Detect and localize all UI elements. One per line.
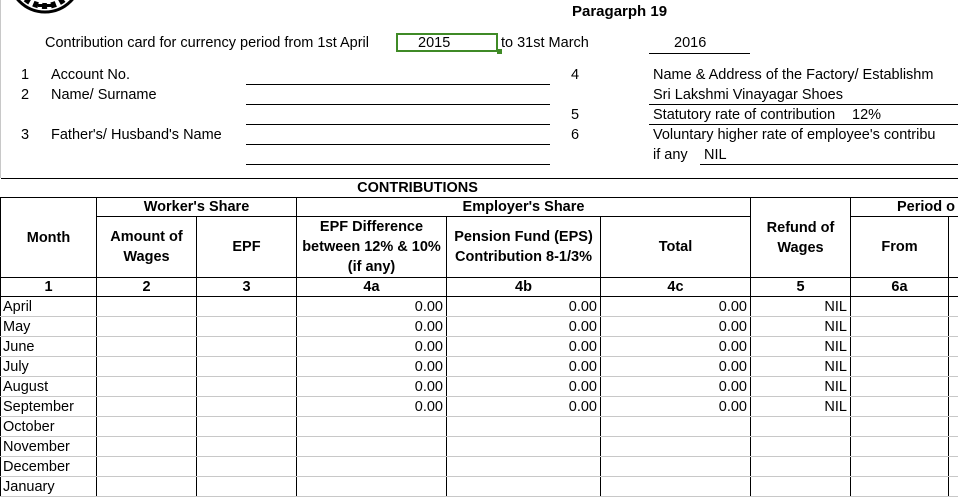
total-cell[interactable]: 0.00 bbox=[601, 397, 751, 417]
period-to-cell[interactable] bbox=[949, 437, 958, 457]
pension-fund-header: Pension Fund (EPS) Contribution 8-1/3% bbox=[447, 217, 601, 278]
month-cell[interactable]: November bbox=[1, 437, 97, 457]
period-to-cell[interactable] bbox=[949, 297, 958, 317]
table-row bbox=[1, 457, 958, 477]
epf-cell[interactable] bbox=[197, 477, 297, 497]
year-to-value: 2016 bbox=[674, 35, 707, 51]
epf-difference-cell[interactable] bbox=[297, 417, 447, 437]
month-cell[interactable]: August bbox=[1, 377, 97, 397]
col-number-4c: 4c bbox=[601, 278, 751, 297]
pension-cell[interactable]: 0.00 bbox=[447, 337, 601, 357]
total-cell[interactable]: 0.00 bbox=[601, 357, 751, 377]
col-number-2: 2 bbox=[97, 278, 197, 297]
epf-difference-header: EPF Difference between 12% & 10% (if any) bbox=[297, 217, 447, 278]
period-from-cell[interactable] bbox=[851, 417, 949, 437]
period-to-cell[interactable] bbox=[949, 397, 958, 417]
refund-cell[interactable]: NIL bbox=[751, 337, 851, 357]
month-cell[interactable]: January bbox=[1, 477, 97, 497]
field-6-number: 6 bbox=[571, 127, 580, 143]
refund-cell[interactable]: NIL bbox=[751, 397, 851, 417]
from-header: From bbox=[851, 217, 949, 278]
period-from-cell[interactable] bbox=[851, 457, 949, 477]
pension-cell[interactable] bbox=[447, 417, 601, 437]
account-no-label: Account No. bbox=[51, 67, 130, 83]
table-row bbox=[1, 357, 958, 377]
total-header: Total bbox=[601, 217, 751, 278]
epf-difference-cell[interactable] bbox=[297, 457, 447, 477]
factory-name-value: Sri Lakshmi Vinayagar Shoes bbox=[653, 87, 843, 103]
refund-cell[interactable]: NIL bbox=[751, 297, 851, 317]
epf-cell[interactable] bbox=[197, 417, 297, 437]
total-cell[interactable]: 0.00 bbox=[601, 297, 751, 317]
month-cell[interactable]: May bbox=[1, 317, 97, 337]
wages-cell[interactable] bbox=[97, 297, 197, 317]
statutory-rate-label: Statutory rate of contribution bbox=[653, 107, 836, 123]
epf-difference-cell[interactable] bbox=[297, 437, 447, 457]
col-number-4b: 4b bbox=[447, 278, 601, 297]
total-cell[interactable] bbox=[601, 417, 751, 437]
col-number-6b bbox=[949, 278, 958, 297]
period-header: Period o bbox=[851, 198, 958, 217]
table-row bbox=[1, 477, 958, 497]
father-husband-name-label: Father's/ Husband's Name bbox=[51, 127, 222, 143]
total-cell[interactable] bbox=[601, 477, 751, 497]
refund-cell[interactable]: NIL bbox=[751, 317, 851, 337]
period-from-cell[interactable] bbox=[851, 337, 949, 357]
epf-cell[interactable] bbox=[197, 317, 297, 337]
wages-cell[interactable] bbox=[97, 457, 197, 477]
contributions-title: CONTRIBUTIONS bbox=[1, 179, 958, 198]
total-cell[interactable]: 0.00 bbox=[601, 337, 751, 357]
wages-cell[interactable] bbox=[97, 437, 197, 457]
total-cell[interactable] bbox=[601, 457, 751, 477]
col-number-5: 5 bbox=[751, 278, 851, 297]
voluntary-rate-value: NIL bbox=[704, 147, 727, 163]
voluntary-rate-ifany-label: if any bbox=[653, 147, 688, 163]
epf-difference-cell[interactable]: 0.00 bbox=[297, 397, 447, 417]
period-to-cell[interactable] bbox=[949, 377, 958, 397]
epf-cell[interactable] bbox=[197, 357, 297, 377]
emblem-logo-icon bbox=[0, 0, 100, 14]
table-row bbox=[1, 437, 958, 457]
workers-share-header: Worker's Share bbox=[97, 198, 297, 217]
epf-cell[interactable] bbox=[197, 297, 297, 317]
period-to-cell[interactable] bbox=[949, 357, 958, 377]
epf-difference-cell[interactable]: 0.00 bbox=[297, 317, 447, 337]
period-from-cell[interactable] bbox=[851, 297, 949, 317]
period-to-cell[interactable] bbox=[949, 337, 958, 357]
field-5-number: 5 bbox=[571, 107, 580, 123]
period-to-cell[interactable] bbox=[949, 317, 958, 337]
paragraph-title: Paragarph 19 bbox=[572, 3, 668, 20]
to-header bbox=[949, 217, 958, 278]
table-row bbox=[1, 297, 958, 317]
col-number-3: 3 bbox=[197, 278, 297, 297]
contributions-table bbox=[0, 178, 958, 497]
period-from-cell[interactable] bbox=[851, 397, 949, 417]
epf-difference-cell[interactable] bbox=[297, 477, 447, 497]
year-from-value: 2015 bbox=[418, 35, 451, 51]
table-row bbox=[1, 417, 958, 437]
period-from-cell[interactable] bbox=[851, 317, 949, 337]
period-from-cell[interactable] bbox=[851, 377, 949, 397]
month-cell[interactable]: September bbox=[1, 397, 97, 417]
pension-cell[interactable]: 0.00 bbox=[447, 297, 601, 317]
table-row bbox=[1, 377, 958, 397]
refund-cell[interactable] bbox=[751, 417, 851, 437]
employers-share-header: Employer's Share bbox=[297, 198, 751, 217]
pension-cell[interactable]: 0.00 bbox=[447, 357, 601, 377]
total-cell[interactable]: 0.00 bbox=[601, 377, 751, 397]
total-cell[interactable] bbox=[601, 437, 751, 457]
factory-name-address-label: Name & Address of the Factory/ Establishm bbox=[653, 67, 934, 83]
epf-cell[interactable] bbox=[197, 437, 297, 457]
period-from-cell[interactable] bbox=[851, 477, 949, 497]
wages-cell[interactable] bbox=[97, 397, 197, 417]
refund-cell[interactable]: NIL bbox=[751, 357, 851, 377]
epf-cell[interactable] bbox=[197, 397, 297, 417]
voluntary-rate-label: Voluntary higher rate of employee's contribu bbox=[653, 127, 936, 143]
contribution-period-to-label: to 31st March bbox=[501, 35, 589, 51]
epf-difference-cell[interactable]: 0.00 bbox=[297, 297, 447, 317]
month-header: Month bbox=[1, 198, 97, 278]
epf-cell[interactable] bbox=[197, 377, 297, 397]
wages-cell[interactable] bbox=[97, 337, 197, 357]
total-cell[interactable]: 0.00 bbox=[601, 317, 751, 337]
month-cell[interactable]: June bbox=[1, 337, 97, 357]
refund-cell[interactable] bbox=[751, 457, 851, 477]
col-number-6a: 6a bbox=[851, 278, 949, 297]
table-row bbox=[1, 337, 958, 357]
refund-cell[interactable] bbox=[751, 477, 851, 497]
pension-cell[interactable]: 0.00 bbox=[447, 397, 601, 417]
field-3-number: 3 bbox=[21, 127, 30, 143]
pension-cell[interactable] bbox=[447, 477, 601, 497]
epf-difference-cell[interactable]: 0.00 bbox=[297, 337, 447, 357]
epf-cell[interactable] bbox=[197, 457, 297, 477]
wages-cell[interactable] bbox=[97, 317, 197, 337]
table-row bbox=[1, 397, 958, 417]
refund-of-wages-header: Refund of Wages bbox=[751, 198, 851, 278]
wages-cell[interactable] bbox=[97, 357, 197, 377]
name-surname-label: Name/ Surname bbox=[51, 87, 157, 103]
month-cell[interactable]: October bbox=[1, 417, 97, 437]
table-row bbox=[1, 317, 958, 337]
amount-of-wages-header: Amount of Wages bbox=[97, 217, 197, 278]
period-from-cell[interactable] bbox=[851, 357, 949, 377]
pension-cell[interactable] bbox=[447, 437, 601, 457]
field-4-number: 4 bbox=[571, 67, 580, 83]
epf-header: EPF bbox=[197, 217, 297, 278]
pension-cell[interactable]: 0.00 bbox=[447, 377, 601, 397]
field-2-number: 2 bbox=[21, 87, 30, 103]
month-cell[interactable]: April bbox=[1, 297, 97, 317]
period-to-cell[interactable] bbox=[949, 477, 958, 497]
contribution-period-label: Contribution card for currency period from 1st April bbox=[45, 35, 369, 51]
pension-cell[interactable] bbox=[447, 457, 601, 477]
epf-difference-cell[interactable]: 0.00 bbox=[297, 377, 447, 397]
statutory-rate-value: 12% bbox=[852, 107, 882, 123]
refund-cell[interactable]: NIL bbox=[751, 377, 851, 397]
month-cell[interactable]: July bbox=[1, 357, 97, 377]
epf-cell[interactable] bbox=[197, 337, 297, 357]
wages-cell[interactable] bbox=[97, 477, 197, 497]
period-to-cell[interactable] bbox=[949, 457, 958, 477]
col-number-1: 1 bbox=[1, 278, 97, 297]
field-1-number: 1 bbox=[21, 67, 30, 83]
refund-cell[interactable] bbox=[751, 437, 851, 457]
epf-difference-cell[interactable]: 0.00 bbox=[297, 357, 447, 377]
wages-cell[interactable] bbox=[97, 377, 197, 397]
period-from-cell[interactable] bbox=[851, 437, 949, 457]
period-to-cell[interactable] bbox=[949, 417, 958, 437]
col-number-4a: 4a bbox=[297, 278, 447, 297]
pension-cell[interactable]: 0.00 bbox=[447, 317, 601, 337]
wages-cell[interactable] bbox=[97, 417, 197, 437]
month-cell[interactable]: December bbox=[1, 457, 97, 477]
